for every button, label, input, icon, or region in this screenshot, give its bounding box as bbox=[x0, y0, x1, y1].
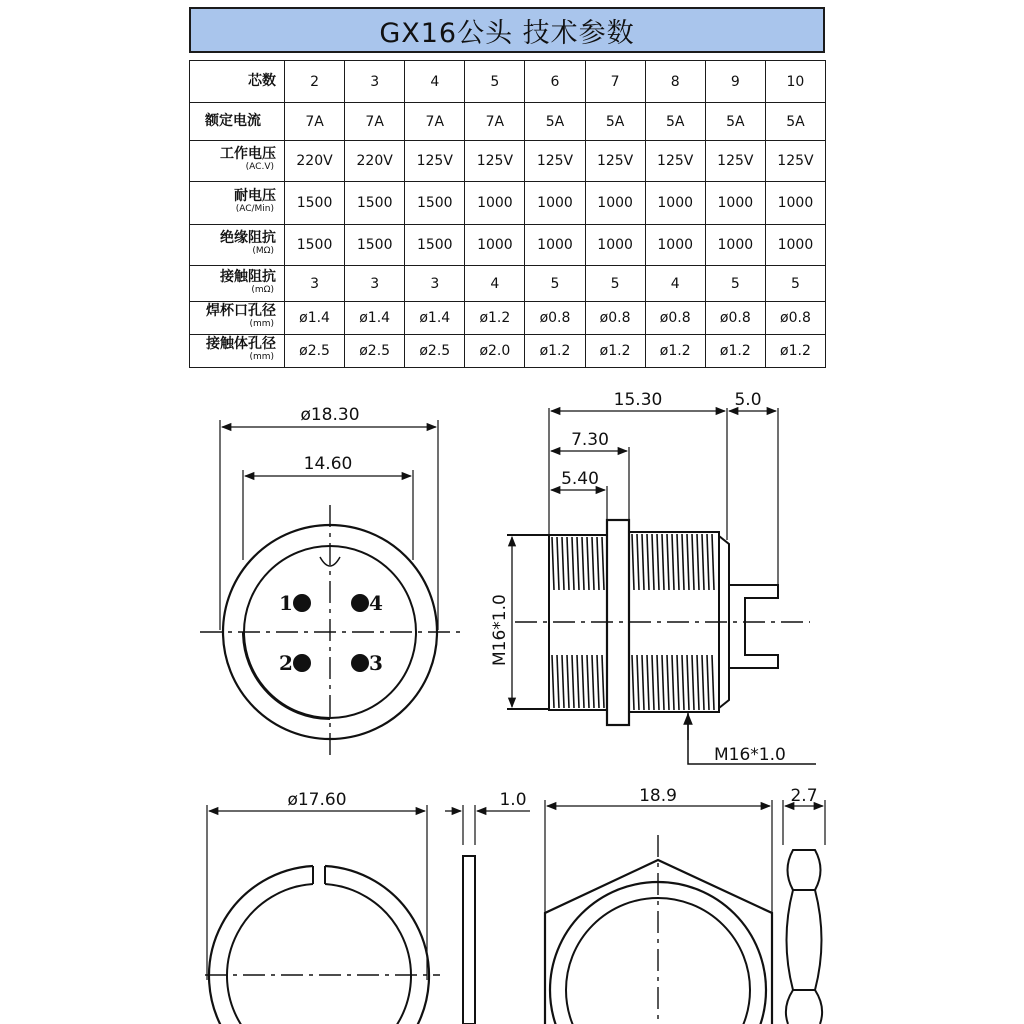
thread-line bbox=[567, 655, 569, 708]
thread-line bbox=[697, 534, 699, 590]
thread-line bbox=[562, 537, 564, 590]
thread-line bbox=[672, 655, 674, 710]
spec-value-cell: 1500 bbox=[405, 225, 465, 266]
thread-line bbox=[672, 534, 674, 590]
thread-line bbox=[667, 655, 669, 710]
thread-line bbox=[577, 537, 579, 590]
spec-value-cell: ø2.5 bbox=[345, 335, 405, 368]
core-count-cell: 6 bbox=[525, 61, 585, 103]
spec-value-cell: ø0.8 bbox=[765, 302, 825, 335]
side-view bbox=[507, 408, 816, 764]
thread-line bbox=[552, 537, 554, 590]
spec-value-cell: ø0.8 bbox=[585, 302, 645, 335]
spec-value-cell: ø2.5 bbox=[285, 335, 345, 368]
spec-value-cell: 7A bbox=[345, 103, 405, 141]
thread-line bbox=[707, 534, 709, 590]
spec-value-cell: 1000 bbox=[705, 225, 765, 266]
spec-value-cell: 125V bbox=[765, 141, 825, 182]
thread-line bbox=[597, 655, 599, 708]
spec-value-cell: 1000 bbox=[645, 182, 705, 225]
thread-line bbox=[652, 655, 654, 710]
row-label-text: 耐电压 bbox=[234, 188, 276, 204]
spec-value-cell: 125V bbox=[585, 141, 645, 182]
core-count-cell: 8 bbox=[645, 61, 705, 103]
thread-line bbox=[597, 537, 599, 590]
thread-line bbox=[592, 537, 594, 590]
spec-value-cell: ø1.2 bbox=[585, 335, 645, 368]
thread-line bbox=[657, 655, 659, 710]
thread-line bbox=[567, 537, 569, 590]
spec-value-cell: ø2.0 bbox=[465, 335, 525, 368]
core-count-cell: 2 bbox=[285, 61, 345, 103]
thread-line bbox=[642, 655, 644, 710]
core-count-cell: 3 bbox=[345, 61, 405, 103]
pin-label-3: 3 bbox=[369, 651, 383, 675]
spec-value-cell: 220V bbox=[285, 141, 345, 182]
spec-value-cell: ø0.8 bbox=[525, 302, 585, 335]
spec-value-cell: 1000 bbox=[705, 182, 765, 225]
thread-line bbox=[557, 655, 559, 708]
spec-value-cell: 125V bbox=[645, 141, 705, 182]
spec-value-cell: ø1.4 bbox=[285, 302, 345, 335]
spec-value-cell: 1500 bbox=[345, 225, 405, 266]
thread-line bbox=[642, 534, 644, 590]
spec-value-cell: 1500 bbox=[345, 182, 405, 225]
row-label-text: 工作电压 bbox=[220, 146, 276, 162]
spec-value-cell: 7A bbox=[405, 103, 465, 141]
spec-value-cell: ø1.2 bbox=[705, 335, 765, 368]
thread-line bbox=[637, 655, 639, 710]
inner-diameter-label: 14.60 bbox=[303, 454, 353, 474]
spec-value-cell: ø0.8 bbox=[645, 302, 705, 335]
spec-value-cell: 1000 bbox=[765, 225, 825, 266]
thread-callout-label: M16*1.0 bbox=[714, 745, 786, 765]
thread-line bbox=[677, 655, 679, 710]
header-label: 芯数 bbox=[190, 61, 285, 103]
side-total-length-label: 15.30 bbox=[613, 390, 663, 410]
spec-value-cell: 5 bbox=[525, 266, 585, 302]
spec-value-cell: 5 bbox=[765, 266, 825, 302]
spec-value-cell: 7A bbox=[465, 103, 525, 141]
spec-value-cell: 3 bbox=[285, 266, 345, 302]
row-unit: (mm) bbox=[249, 352, 274, 362]
thread-line bbox=[692, 655, 694, 710]
core-count-cell: 5 bbox=[465, 61, 525, 103]
core-count-cell: 4 bbox=[405, 61, 465, 103]
outer-diameter-label: ø18.30 bbox=[300, 405, 360, 425]
thread-line bbox=[577, 655, 579, 708]
thread-line bbox=[632, 655, 634, 710]
thread-line bbox=[637, 534, 639, 590]
thread-line bbox=[702, 534, 704, 590]
row-label-text: 额定电流 bbox=[205, 113, 261, 129]
pin-label-1: 1 bbox=[279, 591, 293, 615]
spec-value-cell: ø1.2 bbox=[525, 335, 585, 368]
thread-line bbox=[692, 534, 694, 590]
spec-value-cell: 220V bbox=[345, 141, 405, 182]
thread-vertical-label: M16*1.0 bbox=[490, 594, 510, 666]
row-unit: (mm) bbox=[249, 319, 274, 329]
spec-value-cell: 3 bbox=[405, 266, 465, 302]
thread-line bbox=[572, 537, 574, 590]
spec-value-cell: 4 bbox=[465, 266, 525, 302]
thread-line bbox=[702, 655, 704, 710]
spec-value-cell: 5A bbox=[645, 103, 705, 141]
thread-line bbox=[582, 537, 584, 590]
washer-diameter-label: ø17.60 bbox=[287, 790, 347, 810]
spec-value-cell: 125V bbox=[405, 141, 465, 182]
pin-label-2: 2 bbox=[279, 651, 293, 675]
thread-line bbox=[647, 534, 649, 590]
row-label-text: 焊杯口孔径 bbox=[206, 303, 276, 319]
spec-value-cell: 1000 bbox=[525, 225, 585, 266]
thread-line bbox=[682, 534, 684, 590]
spec-value-cell: 3 bbox=[345, 266, 405, 302]
thread-line bbox=[657, 534, 659, 590]
thread-line bbox=[552, 655, 554, 708]
side-short-length-label: 5.40 bbox=[561, 469, 599, 489]
spec-value-cell: 125V bbox=[705, 141, 765, 182]
spec-value-cell: 1000 bbox=[465, 182, 525, 225]
spec-value-cell: 1500 bbox=[285, 225, 345, 266]
nut-view bbox=[545, 800, 825, 1024]
nut-thickness-label: 2.7 bbox=[790, 786, 818, 806]
row-label-text: 绝缘阻抗 bbox=[220, 230, 276, 246]
spec-value-cell: ø2.5 bbox=[405, 335, 465, 368]
thread-line bbox=[582, 655, 584, 708]
thread-line bbox=[572, 655, 574, 708]
thread-line bbox=[662, 534, 664, 590]
spec-value-cell: 1500 bbox=[405, 182, 465, 225]
spec-value-cell: 5A bbox=[585, 103, 645, 141]
row-label-text: 接触阻抗 bbox=[220, 268, 276, 285]
spec-value-cell: 1000 bbox=[465, 225, 525, 266]
washer-view bbox=[205, 805, 530, 1024]
thread-line bbox=[687, 534, 689, 590]
thread-line bbox=[677, 534, 679, 590]
thread-line bbox=[602, 537, 604, 590]
thread-line bbox=[687, 655, 689, 710]
spec-value-cell: ø1.2 bbox=[645, 335, 705, 368]
core-count-cell: 7 bbox=[585, 61, 645, 103]
thread-line bbox=[712, 534, 714, 590]
spec-value-cell: 5A bbox=[525, 103, 585, 141]
thread-line bbox=[562, 655, 564, 708]
side-mid-length-label: 7.30 bbox=[571, 430, 609, 450]
spec-value-cell: ø1.4 bbox=[345, 302, 405, 335]
thread-line bbox=[662, 655, 664, 710]
page-title: GX16公头 技术参数 bbox=[189, 7, 825, 53]
spec-value-cell: 5 bbox=[585, 266, 645, 302]
core-count-cell: 10 bbox=[765, 61, 825, 103]
thread-line bbox=[667, 534, 669, 590]
row-label-text: 接触体孔径 bbox=[206, 336, 276, 352]
spec-value-cell: ø1.4 bbox=[405, 302, 465, 335]
spec-value-cell: 1500 bbox=[285, 182, 345, 225]
nut-width-label: 18.9 bbox=[639, 786, 677, 806]
thread-line bbox=[712, 655, 714, 710]
thread-line bbox=[652, 534, 654, 590]
spec-value-cell: 1000 bbox=[585, 225, 645, 266]
row-unit: (AC.V) bbox=[245, 162, 274, 172]
washer-thickness-label: 1.0 bbox=[499, 790, 527, 810]
spec-value-cell: 1000 bbox=[525, 182, 585, 225]
pin-label-4: 4 bbox=[369, 591, 383, 615]
spec-value-cell: 125V bbox=[525, 141, 585, 182]
thread-line bbox=[682, 655, 684, 710]
spec-value-cell: 1000 bbox=[765, 182, 825, 225]
core-count-cell: 9 bbox=[705, 61, 765, 103]
thread-line bbox=[602, 655, 604, 708]
spec-value-cell: 1000 bbox=[645, 225, 705, 266]
thread-line bbox=[592, 655, 594, 708]
thread-line bbox=[647, 655, 649, 710]
row-unit: (AC/Min) bbox=[235, 204, 274, 214]
side-tail-length-label: 5.0 bbox=[734, 390, 762, 410]
spec-value-cell: ø0.8 bbox=[705, 302, 765, 335]
thread-line bbox=[632, 534, 634, 590]
thread-line bbox=[587, 537, 589, 590]
spec-value-cell: 4 bbox=[645, 266, 705, 302]
spec-value-cell: 125V bbox=[465, 141, 525, 182]
thread-line bbox=[557, 537, 559, 590]
thread-line bbox=[587, 655, 589, 708]
spec-value-cell: 5A bbox=[705, 103, 765, 141]
spec-value-cell: ø1.2 bbox=[765, 335, 825, 368]
spec-value-cell: 1000 bbox=[585, 182, 645, 225]
spec-value-cell: 5 bbox=[705, 266, 765, 302]
row-unit: (MΩ) bbox=[252, 246, 274, 256]
thread-line bbox=[697, 655, 699, 710]
thread-line bbox=[707, 655, 709, 710]
spec-value-cell: 5A bbox=[765, 103, 825, 141]
row-unit: (mΩ) bbox=[251, 284, 274, 295]
spec-value-cell: ø1.2 bbox=[465, 302, 525, 335]
spec-value-cell: 7A bbox=[285, 103, 345, 141]
